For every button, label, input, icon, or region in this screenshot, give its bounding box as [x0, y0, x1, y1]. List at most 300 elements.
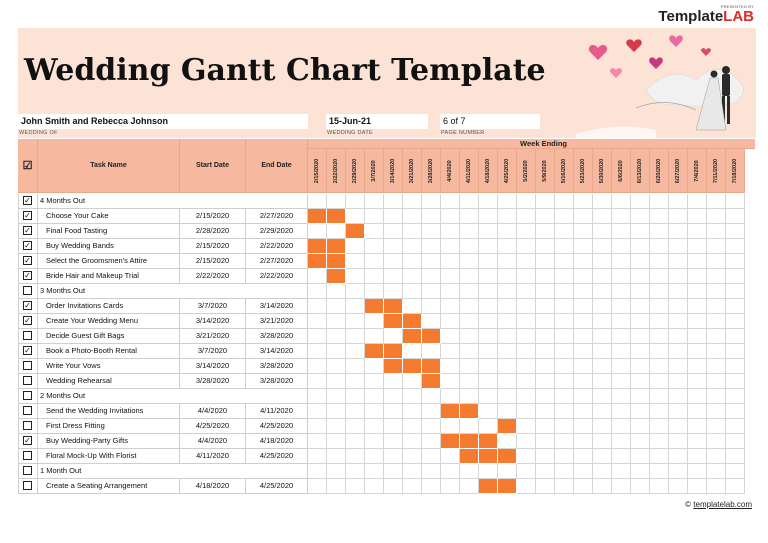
task-name-cell[interactable]: Select the Groomsmen's Attire	[38, 254, 180, 269]
gantt-empty-cell	[460, 479, 479, 494]
gantt-empty-cell	[555, 434, 574, 449]
gantt-empty-cell	[612, 449, 631, 464]
unchecked-checkbox-icon[interactable]	[23, 376, 32, 385]
gantt-empty-cell	[422, 479, 441, 494]
wedding-date-field[interactable]: 15-Jun-21	[326, 114, 428, 129]
gantt-empty-cell	[726, 329, 745, 344]
checkbox-cell	[18, 194, 38, 209]
week-date-label: 4/18/2020	[485, 158, 491, 183]
gantt-empty-cell	[327, 419, 346, 434]
checked-checkbox-icon[interactable]: ✓	[24, 196, 31, 205]
end-date-cell[interactable]: 4/25/2020	[246, 479, 308, 494]
gantt-empty-cell	[726, 374, 745, 389]
end-date-cell[interactable]: 4/25/2020	[246, 419, 308, 434]
gantt-empty-cell	[346, 329, 365, 344]
gantt-empty-cell	[327, 359, 346, 374]
task-name-cell[interactable]: Final Food Tasting	[38, 224, 180, 239]
templatelab-logo[interactable]	[658, 4, 754, 25]
end-date-cell[interactable]: 2/27/2020	[246, 209, 308, 224]
gantt-empty-cell	[650, 209, 669, 224]
task-name-cell[interactable]: Decide Guest Gift Bags	[38, 329, 180, 344]
gantt-empty-cell	[384, 479, 403, 494]
task-row	[18, 314, 745, 329]
week-date-label: 2/29/2020	[352, 158, 358, 183]
task-name-cell[interactable]: Write Your Vows	[38, 359, 180, 374]
gantt-empty-cell	[631, 239, 650, 254]
checkbox-cell	[18, 239, 38, 254]
gantt-empty-cell	[346, 209, 365, 224]
checked-checkbox-icon[interactable]: ✓	[24, 301, 31, 310]
gantt-empty-cell	[574, 404, 593, 419]
gantt-empty-cell	[460, 329, 479, 344]
gantt-bar-cell	[384, 314, 403, 329]
footer-credit[interactable]	[685, 500, 752, 509]
gantt-empty-cell	[688, 449, 707, 464]
week-date-label: 7/11/2020	[713, 158, 719, 183]
checkbox-cell	[18, 374, 38, 389]
gantt-empty-cell	[536, 479, 555, 494]
checked-checkbox-icon[interactable]: ✓	[24, 346, 31, 355]
gantt-bar-cell	[479, 434, 498, 449]
gantt-empty-cell	[517, 449, 536, 464]
week-date-label: 5/9/2020	[542, 159, 548, 182]
start-date-cell[interactable]: 3/7/2020	[180, 299, 246, 314]
gantt-empty-cell	[707, 374, 726, 389]
gantt-empty-cell	[612, 359, 631, 374]
task-name-cell[interactable]: Book a Photo-Booth Rental	[38, 344, 180, 359]
gantt-empty-cell	[669, 479, 688, 494]
week-date-header	[555, 149, 574, 193]
gantt-bar-cell	[365, 344, 384, 359]
gantt-empty-cell	[517, 404, 536, 419]
gantt-empty-cell	[574, 209, 593, 224]
gantt-empty-cell	[308, 479, 327, 494]
gantt-empty-cell	[384, 389, 403, 404]
checked-checkbox-icon[interactable]: ✓	[24, 316, 31, 325]
gantt-empty-cell	[555, 329, 574, 344]
gantt-empty-cell	[346, 404, 365, 419]
gantt-empty-cell	[460, 299, 479, 314]
end-date-cell[interactable]: 4/25/2020	[246, 449, 308, 464]
wedding-of-field[interactable]: John Smith and Rebecca Johnson	[18, 114, 308, 129]
task-name-cell[interactable]: Floral Mock-Up With Florist	[38, 449, 180, 464]
gantt-empty-cell	[384, 374, 403, 389]
gantt-empty-cell	[346, 434, 365, 449]
start-date-cell[interactable]: 2/28/2020	[180, 224, 246, 239]
gantt-empty-cell	[441, 479, 460, 494]
gantt-empty-cell	[726, 239, 745, 254]
gantt-empty-cell	[669, 329, 688, 344]
unchecked-checkbox-icon[interactable]	[23, 331, 32, 340]
gantt-empty-cell	[593, 209, 612, 224]
gantt-bar-cell	[308, 239, 327, 254]
task-name-cell[interactable]: Bride Hair and Makeup Trial	[38, 269, 180, 284]
gantt-empty-cell	[593, 224, 612, 239]
gantt-empty-cell	[574, 344, 593, 359]
gantt-empty-cell	[460, 254, 479, 269]
task-name-cell[interactable]: Buy Wedding-Party Gifts	[38, 434, 180, 449]
unchecked-checkbox-icon[interactable]	[23, 481, 32, 490]
gantt-empty-cell	[517, 269, 536, 284]
gantt-empty-cell	[384, 449, 403, 464]
task-name-cell[interactable]: Send the Wedding Invitations	[38, 404, 180, 419]
gantt-empty-cell	[669, 344, 688, 359]
gantt-bar-cell	[422, 329, 441, 344]
gantt-empty-cell	[669, 284, 688, 299]
gantt-empty-cell	[612, 344, 631, 359]
start-date-cell[interactable]: 2/22/2020	[180, 269, 246, 284]
end-date-cell[interactable]: 3/28/2020	[246, 374, 308, 389]
start-date-cell[interactable]: 4/11/2020	[180, 449, 246, 464]
checkbox-cell	[18, 449, 38, 464]
start-date-cell[interactable]: 4/18/2020	[180, 479, 246, 494]
start-date-cell[interactable]: 3/14/2020	[180, 359, 246, 374]
checked-checkbox-icon[interactable]: ✓	[24, 436, 31, 445]
week-date-label: 5/16/2020	[561, 158, 567, 183]
end-date-cell[interactable]: 4/18/2020	[246, 434, 308, 449]
gantt-empty-cell	[650, 224, 669, 239]
gantt-empty-cell	[650, 194, 669, 209]
checkbox-cell	[18, 464, 38, 479]
week-date-label: 2/15/2020	[314, 158, 320, 183]
end-date-cell[interactable]: 3/14/2020	[246, 344, 308, 359]
task-row	[18, 479, 745, 494]
start-date-cell[interactable]: 3/21/2020	[180, 329, 246, 344]
task-name-cell[interactable]: Buy Wedding Bands	[38, 239, 180, 254]
gantt-empty-cell	[422, 389, 441, 404]
gantt-empty-cell	[327, 194, 346, 209]
unchecked-checkbox-icon[interactable]	[23, 451, 32, 460]
gantt-empty-cell	[612, 209, 631, 224]
end-date-cell[interactable]: 3/21/2020	[246, 314, 308, 329]
gantt-empty-cell	[479, 419, 498, 434]
gantt-empty-cell	[612, 374, 631, 389]
gantt-empty-cell	[403, 209, 422, 224]
gantt-empty-cell	[707, 194, 726, 209]
gantt-empty-cell	[707, 344, 726, 359]
gantt-empty-cell	[631, 464, 650, 479]
week-date-label: 4/25/2020	[504, 158, 510, 183]
gantt-empty-cell	[536, 194, 555, 209]
gantt-empty-cell	[346, 359, 365, 374]
gantt-empty-cell	[612, 329, 631, 344]
week-date-label: 2/22/2020	[333, 158, 339, 183]
gantt-empty-cell	[403, 254, 422, 269]
gantt-empty-cell	[384, 464, 403, 479]
end-date-cell[interactable]: 4/11/2020	[246, 404, 308, 419]
gantt-empty-cell	[498, 434, 517, 449]
checked-checkbox-icon[interactable]: ✓	[24, 211, 31, 220]
gantt-empty-cell	[593, 314, 612, 329]
gantt-empty-cell	[327, 329, 346, 344]
gantt-empty-cell	[384, 239, 403, 254]
gantt-empty-cell	[403, 194, 422, 209]
gantt-empty-cell	[650, 239, 669, 254]
task-name-cell[interactable]: Order Invitations Cards	[38, 299, 180, 314]
gantt-empty-cell	[403, 449, 422, 464]
start-date-cell[interactable]: 4/25/2020	[180, 419, 246, 434]
gantt-empty-cell	[441, 314, 460, 329]
end-date-cell[interactable]: 3/14/2020	[246, 299, 308, 314]
start-date-cell[interactable]: 2/15/2020	[180, 239, 246, 254]
gantt-empty-cell	[498, 464, 517, 479]
gantt-empty-cell	[707, 449, 726, 464]
logo-text: TemplateLAB	[658, 8, 754, 25]
gantt-empty-cell	[707, 479, 726, 494]
week-date-header	[460, 149, 479, 193]
gantt-empty-cell	[479, 284, 498, 299]
gantt-empty-cell	[479, 194, 498, 209]
gantt-empty-cell	[441, 419, 460, 434]
gantt-empty-cell	[612, 269, 631, 284]
task-row	[18, 434, 745, 449]
gantt-empty-cell	[669, 299, 688, 314]
gantt-empty-cell	[555, 254, 574, 269]
gantt-empty-cell	[726, 344, 745, 359]
gantt-bar-cell	[403, 329, 422, 344]
gantt-empty-cell	[707, 299, 726, 314]
gantt-empty-cell	[479, 299, 498, 314]
gantt-empty-cell	[593, 404, 612, 419]
gantt-empty-cell	[631, 299, 650, 314]
checkbox-cell	[18, 299, 38, 314]
gantt-empty-cell	[707, 254, 726, 269]
gantt-empty-cell	[422, 344, 441, 359]
start-date-cell[interactable]: 3/28/2020	[180, 374, 246, 389]
unchecked-checkbox-icon[interactable]	[23, 391, 32, 400]
gantt-empty-cell	[688, 194, 707, 209]
week-date-header	[574, 149, 593, 193]
checked-checkbox-icon[interactable]: ✓	[24, 271, 31, 280]
gantt-empty-cell	[422, 449, 441, 464]
section-row	[18, 194, 745, 209]
gantt-empty-cell	[517, 239, 536, 254]
task-name-cell[interactable]: Choose Your Cake	[38, 209, 180, 224]
gantt-empty-cell	[536, 269, 555, 284]
wedding-of-label: WEDDING OF	[19, 130, 58, 136]
end-date-cell[interactable]: 2/22/2020	[246, 239, 308, 254]
gantt-empty-cell	[327, 449, 346, 464]
gantt-empty-cell	[308, 284, 327, 299]
gantt-empty-cell	[536, 224, 555, 239]
gantt-bar-cell	[403, 314, 422, 329]
week-date-header	[441, 149, 460, 193]
gantt-empty-cell	[574, 224, 593, 239]
gantt-empty-cell	[707, 464, 726, 479]
gantt-empty-cell	[403, 404, 422, 419]
unchecked-checkbox-icon[interactable]	[23, 406, 32, 415]
gantt-empty-cell	[536, 434, 555, 449]
gantt-empty-cell	[517, 284, 536, 299]
gantt-bar-cell	[460, 434, 479, 449]
gantt-empty-cell	[726, 299, 745, 314]
gantt-empty-cell	[308, 434, 327, 449]
start-date-cell[interactable]: 3/14/2020	[180, 314, 246, 329]
gantt-empty-cell	[669, 449, 688, 464]
task-name-cell[interactable]: Create Your Wedding Menu	[38, 314, 180, 329]
gantt-empty-cell	[384, 329, 403, 344]
start-date-cell[interactable]: 2/15/2020	[180, 209, 246, 224]
end-date-cell[interactable]: 2/29/2020	[246, 224, 308, 239]
gantt-empty-cell	[479, 359, 498, 374]
end-date-cell[interactable]: 2/22/2020	[246, 269, 308, 284]
gantt-empty-cell	[612, 389, 631, 404]
start-date-cell[interactable]: 2/15/2020	[180, 254, 246, 269]
task-name-cell[interactable]: Create a Seating Arrangement	[38, 479, 180, 494]
gantt-empty-cell	[726, 194, 745, 209]
gantt-empty-cell	[669, 269, 688, 284]
gantt-empty-cell	[365, 389, 384, 404]
gantt-empty-cell	[308, 404, 327, 419]
gantt-empty-cell	[441, 284, 460, 299]
gantt-empty-cell	[593, 194, 612, 209]
start-date-cell[interactable]: 4/4/2020	[180, 404, 246, 419]
task-row	[18, 329, 745, 344]
gantt-empty-cell	[593, 254, 612, 269]
gantt-empty-cell	[555, 359, 574, 374]
gantt-empty-cell	[308, 314, 327, 329]
gantt-empty-cell	[574, 239, 593, 254]
checkbox-cell	[18, 479, 38, 494]
task-row	[18, 359, 745, 374]
gantt-empty-cell	[517, 479, 536, 494]
gantt-empty-cell	[688, 254, 707, 269]
unchecked-checkbox-icon[interactable]	[23, 466, 32, 475]
gantt-empty-cell	[441, 194, 460, 209]
week-date-header	[536, 149, 555, 193]
gantt-empty-cell	[346, 374, 365, 389]
gantt-empty-cell	[536, 239, 555, 254]
gantt-empty-cell	[574, 389, 593, 404]
end-date-cell[interactable]: 2/27/2020	[246, 254, 308, 269]
gantt-empty-cell	[612, 479, 631, 494]
gantt-empty-cell	[669, 254, 688, 269]
week-date-label: 5/23/2020	[580, 158, 586, 183]
gantt-empty-cell	[460, 359, 479, 374]
gantt-empty-cell	[308, 374, 327, 389]
gantt-empty-cell	[688, 464, 707, 479]
gantt-empty-cell	[707, 419, 726, 434]
gantt-empty-cell	[593, 329, 612, 344]
gantt-empty-cell	[631, 269, 650, 284]
gantt-empty-cell	[650, 479, 669, 494]
gantt-empty-cell	[688, 269, 707, 284]
unchecked-checkbox-icon[interactable]	[23, 421, 32, 430]
page-title: Wedding Gantt Chart Template	[24, 53, 546, 88]
week-date-label: 6/20/2020	[656, 158, 662, 183]
start-date-cell[interactable]: 4/4/2020	[180, 434, 246, 449]
gantt-empty-cell	[365, 329, 384, 344]
gantt-empty-cell	[403, 344, 422, 359]
gantt-empty-cell	[650, 464, 669, 479]
gantt-bar-cell	[327, 254, 346, 269]
end-date-cell[interactable]: 3/28/2020	[246, 359, 308, 374]
gantt-empty-cell	[669, 419, 688, 434]
gantt-empty-cell	[631, 404, 650, 419]
week-date-label: 6/13/2020	[637, 158, 643, 183]
gantt-empty-cell	[460, 224, 479, 239]
gantt-empty-cell	[555, 284, 574, 299]
gantt-empty-cell	[498, 404, 517, 419]
gantt-empty-cell	[650, 269, 669, 284]
gantt-empty-cell	[460, 344, 479, 359]
section-label: 2 Months Out	[38, 389, 308, 404]
gantt-empty-cell	[612, 419, 631, 434]
gantt-bar-cell	[308, 254, 327, 269]
gantt-bar-cell	[403, 359, 422, 374]
gantt-empty-cell	[593, 359, 612, 374]
gantt-empty-cell	[612, 239, 631, 254]
page-number-field[interactable]: 6 of 7	[440, 114, 540, 129]
task-row	[18, 449, 745, 464]
gantt-empty-cell	[555, 314, 574, 329]
week-date-header	[612, 149, 631, 193]
gantt-empty-cell	[707, 284, 726, 299]
gantt-empty-cell	[498, 194, 517, 209]
gantt-empty-cell	[536, 254, 555, 269]
gantt-empty-cell	[517, 389, 536, 404]
gantt-empty-cell	[688, 224, 707, 239]
gantt-empty-cell	[612, 194, 631, 209]
start-date-cell[interactable]: 3/7/2020	[180, 344, 246, 359]
gantt-empty-cell	[669, 239, 688, 254]
week-date-label: 6/6/2020	[618, 159, 624, 182]
gantt-empty-cell	[536, 329, 555, 344]
gantt-empty-cell	[726, 314, 745, 329]
gantt-empty-cell	[365, 434, 384, 449]
gantt-empty-cell	[631, 314, 650, 329]
checked-checkbox-icon[interactable]: ✓	[24, 226, 31, 235]
page-number-label: PAGE NUMBER	[441, 130, 485, 136]
checked-checkbox-icon[interactable]: ✓	[24, 241, 31, 250]
section-row	[18, 284, 745, 299]
gantt-empty-cell	[308, 359, 327, 374]
gantt-empty-cell	[631, 374, 650, 389]
unchecked-checkbox-icon[interactable]	[23, 286, 32, 295]
gantt-empty-cell	[631, 254, 650, 269]
gantt-empty-cell	[574, 284, 593, 299]
gantt-empty-cell	[365, 404, 384, 419]
gantt-empty-cell	[555, 239, 574, 254]
gantt-empty-cell	[346, 314, 365, 329]
gantt-bar-cell	[384, 359, 403, 374]
gantt-empty-cell	[384, 419, 403, 434]
week-date-header	[669, 149, 688, 193]
gantt-empty-cell	[403, 239, 422, 254]
task-name-cell[interactable]: First Dress Fitting	[38, 419, 180, 434]
gantt-empty-cell	[365, 254, 384, 269]
logo-tagline: PRESENTED BY	[720, 4, 754, 9]
gantt-empty-cell	[308, 194, 327, 209]
gantt-bar-cell	[308, 209, 327, 224]
week-date-label: 3/14/2020	[390, 158, 396, 183]
gantt-empty-cell	[536, 464, 555, 479]
gantt-empty-cell	[441, 359, 460, 374]
task-name-cell[interactable]: Wedding Rehearsal	[38, 374, 180, 389]
checked-checkbox-icon[interactable]: ✓	[24, 256, 31, 265]
gantt-empty-cell	[574, 194, 593, 209]
gantt-empty-cell	[593, 299, 612, 314]
gantt-empty-cell	[365, 269, 384, 284]
task-row	[18, 344, 745, 359]
templatelab-link[interactable]: templatelab.com	[693, 500, 752, 509]
gantt-empty-cell	[536, 299, 555, 314]
gantt-empty-cell	[517, 374, 536, 389]
end-date-cell[interactable]: 3/28/2020	[246, 329, 308, 344]
gantt-empty-cell	[517, 344, 536, 359]
unchecked-checkbox-icon[interactable]	[23, 361, 32, 370]
gantt-empty-cell	[403, 419, 422, 434]
